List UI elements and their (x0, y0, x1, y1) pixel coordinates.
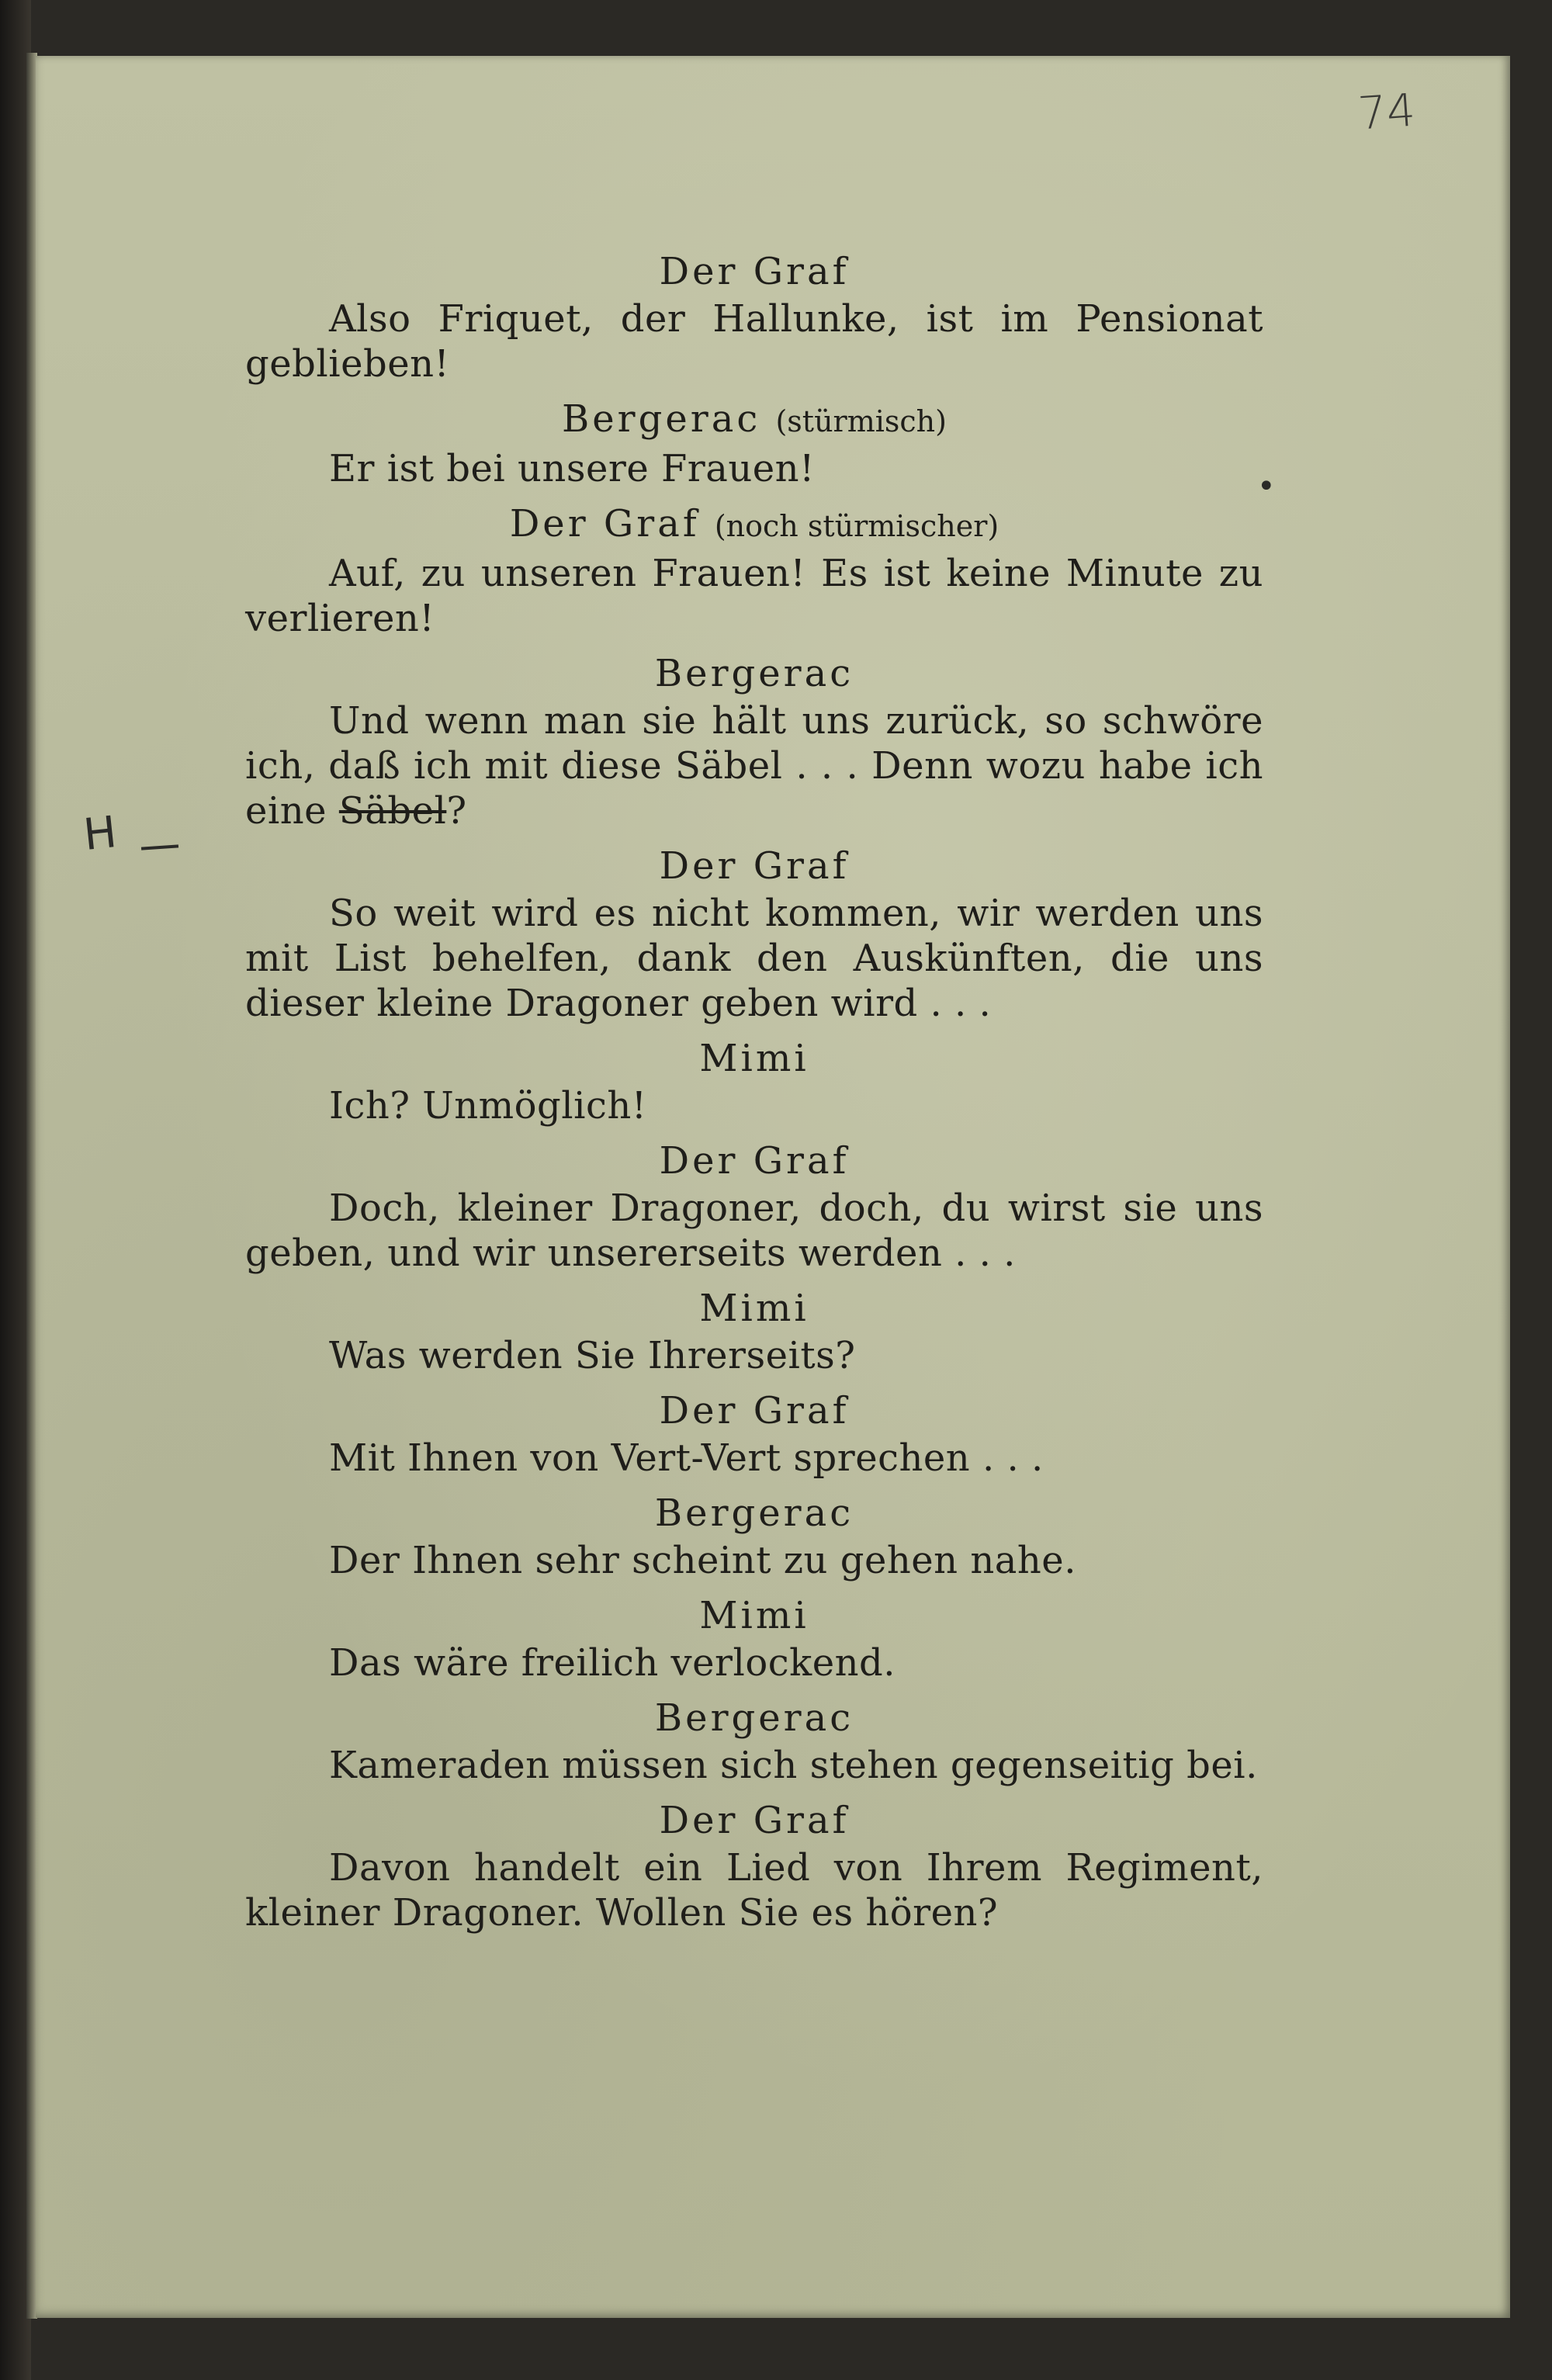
page-number: 74 (1356, 83, 1418, 140)
dialogue-line: Also Friquet, der Hallunke, ist im Pensionat geblieben! (245, 297, 1263, 386)
speaker-heading: Bergerac (654, 1696, 854, 1740)
dialogue-line: Das wäre freilich verlockend. (329, 1641, 896, 1685)
dialogue-line: Er ist bei unsere Frauen! (329, 447, 815, 490)
dialogue-line: Und wenn man sie hält uns zurück, so schwöre ich, daß ich mit diese Säbel . . . Denn wozu habe ich eine Säbel? (245, 699, 1263, 833)
dialogue-line: Auf, zu unseren Frauen! Es ist keine Minute zu verlieren! (245, 552, 1263, 640)
speaker-heading: Mimi (699, 1037, 809, 1080)
ink-mark-icon: • (1257, 469, 1276, 504)
dialogue-line: Davon handelt ein Lied von Ihrem Regiment, kleiner Dragoner. Wollen Sie es hören? (245, 1846, 1263, 1935)
margin-annotation: H (81, 806, 120, 861)
speaker-heading: Der Graf (noch stürmischer) (509, 502, 999, 546)
script-text (245, 250, 1263, 1935)
dialogue-line: So weit wird es nicht kommen, wir werden uns mit List behelfen, dank den Auskünften, die uns dieser kleine Dragoner geben wird . . . (245, 892, 1263, 1025)
speaker-heading: Der Graf (659, 844, 850, 888)
speaker-heading: Bergerac (stürmisch) (562, 397, 947, 441)
speaker-heading: Der Graf (659, 250, 850, 293)
dialogue-line: Mit Ihnen von Vert-Vert sprechen . . . (329, 1436, 1044, 1480)
dialogue-line: Doch, kleiner Dragoner, doch, du wirst sie uns geben, und wir unsererseits werden . . . (245, 1187, 1263, 1275)
struck-word: Säbel (338, 789, 447, 833)
speaker-heading: Der Graf (659, 1389, 850, 1433)
speaker-heading: Mimi (699, 1594, 809, 1637)
speaker-heading: Bergerac (654, 1491, 854, 1535)
stage-direction: (stürmisch) (775, 404, 947, 438)
stage-direction: (noch stürmischer) (714, 509, 999, 543)
dialogue-line: Kameraden müssen sich stehen gegenseitig bei. (329, 1744, 1258, 1787)
dialogue-line: Was werden Sie Ihrerseits? (329, 1334, 856, 1377)
dialogue-line: Der Ihnen sehr scheint zu gehen nahe. (329, 1539, 1076, 1582)
speaker-heading: Bergerac (654, 652, 854, 695)
speaker-heading: Der Graf (659, 1799, 850, 1842)
dialogue-line: Ich? Unmöglich! (329, 1084, 647, 1128)
speaker-heading: Der Graf (659, 1139, 850, 1183)
speaker-heading: Mimi (699, 1287, 809, 1330)
